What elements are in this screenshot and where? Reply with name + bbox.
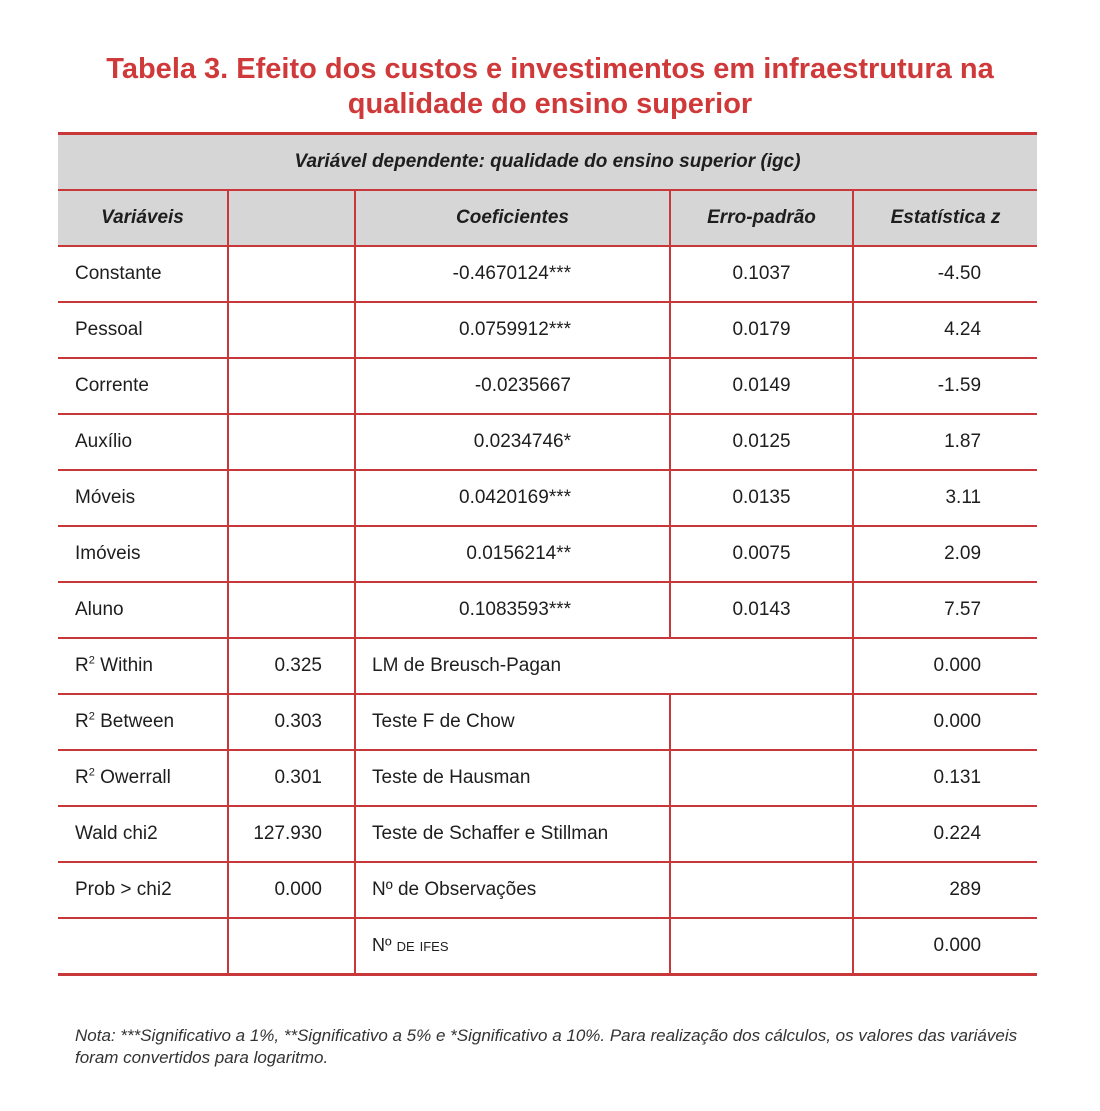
table-row bbox=[58, 302, 1037, 358]
stats-row bbox=[58, 638, 1037, 694]
standard-error: 0.0149 bbox=[670, 358, 853, 414]
results-table bbox=[58, 132, 1037, 976]
dependent-variable-label: Variável dependente: qualidade do ensino superior (igc) bbox=[58, 134, 1037, 191]
stat-value bbox=[228, 918, 355, 975]
test-label: LM de Breusch-Pagan bbox=[355, 638, 853, 694]
variable-name: Aluno bbox=[58, 582, 228, 638]
coefficient: -0.4670124*** bbox=[355, 246, 670, 302]
stats-row bbox=[58, 806, 1037, 862]
test-value: 0.000 bbox=[853, 638, 1037, 694]
stat-label: $R^2$ Owerrall bbox=[58, 750, 228, 806]
stats-row bbox=[58, 694, 1037, 750]
variable-name: Pessoal bbox=[58, 302, 228, 358]
blank-cell bbox=[228, 582, 355, 638]
test-value: 0.000 bbox=[853, 918, 1037, 975]
test-label: Teste de Hausman bbox=[355, 750, 670, 806]
header-variaveis: Variáveis bbox=[58, 190, 228, 246]
stat-value: 0.000 bbox=[228, 862, 355, 918]
blank-cell bbox=[228, 414, 355, 470]
z-statistic: 2.09 bbox=[853, 526, 1037, 582]
test-label: Nº de ifes bbox=[355, 918, 670, 975]
title-line-2: qualidade do ensino superior bbox=[347, 88, 753, 120]
variable-name: Constante bbox=[58, 246, 228, 302]
stat-label: $R^2$ Within bbox=[58, 638, 228, 694]
stat-value: 0.301 bbox=[228, 750, 355, 806]
table-title bbox=[0, 52, 1100, 122]
coefficient: 0.0759912*** bbox=[355, 302, 670, 358]
table-row bbox=[58, 358, 1037, 414]
header-erro-padrao: Erro-padrão bbox=[670, 190, 853, 246]
blank-cell bbox=[228, 526, 355, 582]
standard-error: 0.0143 bbox=[670, 582, 853, 638]
variable-name: Corrente bbox=[58, 358, 228, 414]
table-row bbox=[58, 582, 1037, 638]
z-statistic: -1.59 bbox=[853, 358, 1037, 414]
header-estatistica-z: Estatística z bbox=[853, 190, 1037, 246]
standard-error: 0.1037 bbox=[670, 246, 853, 302]
stat-label: Prob > chi2 bbox=[58, 862, 228, 918]
stats-row bbox=[58, 918, 1037, 975]
title-line-1: Tabela 3. Efeito dos custos e investimentos em infraestrutura na bbox=[106, 53, 994, 85]
stat-value: 0.303 bbox=[228, 694, 355, 750]
standard-error: 0.0135 bbox=[670, 470, 853, 526]
z-statistic: 7.57 bbox=[853, 582, 1037, 638]
stat-value: 0.325 bbox=[228, 638, 355, 694]
blank-cell bbox=[670, 862, 853, 918]
blank-cell bbox=[670, 750, 853, 806]
stat-label bbox=[58, 918, 228, 975]
coefficient: 0.0156214** bbox=[355, 526, 670, 582]
coefficient: 0.0420169*** bbox=[355, 470, 670, 526]
coefficient: 0.0234746* bbox=[355, 414, 670, 470]
standard-error: 0.0075 bbox=[670, 526, 853, 582]
test-label: Teste de Schaffer e Stillman bbox=[355, 806, 670, 862]
table-row bbox=[58, 414, 1037, 470]
coefficient: 0.1083593*** bbox=[355, 582, 670, 638]
variable-name: Móveis bbox=[58, 470, 228, 526]
blank-cell bbox=[228, 470, 355, 526]
blank-cell bbox=[228, 246, 355, 302]
z-statistic: 3.11 bbox=[853, 470, 1037, 526]
test-value: 0.000 bbox=[853, 694, 1037, 750]
table-row bbox=[58, 246, 1037, 302]
coefficient: -0.0235667 bbox=[355, 358, 670, 414]
dependent-variable-row bbox=[58, 134, 1037, 191]
test-label: Nº de Observações bbox=[355, 862, 670, 918]
test-value: 0.131 bbox=[853, 750, 1037, 806]
test-value: 0.224 bbox=[853, 806, 1037, 862]
stats-row bbox=[58, 862, 1037, 918]
header-coeficientes: Coeficientes bbox=[355, 190, 670, 246]
standard-error: 0.0179 bbox=[670, 302, 853, 358]
stat-value: 127.930 bbox=[228, 806, 355, 862]
z-statistic: -4.50 bbox=[853, 246, 1037, 302]
blank-cell bbox=[670, 918, 853, 975]
blank-cell bbox=[228, 358, 355, 414]
blank-cell bbox=[670, 806, 853, 862]
z-statistic: 1.87 bbox=[853, 414, 1037, 470]
test-value: 289 bbox=[853, 862, 1037, 918]
variable-name: Auxílio bbox=[58, 414, 228, 470]
stat-label: Wald chi2 bbox=[58, 806, 228, 862]
table-note: Nota: ***Significativo a 1%, **Significativo a 5% e *Significativo a 10%. Para realização dos cálculos, os valores das variáveis foram convertidos para logaritmo. bbox=[75, 1026, 1018, 1067]
test-label: Teste F de Chow bbox=[355, 694, 670, 750]
blank-cell bbox=[670, 694, 853, 750]
variable-name: Imóveis bbox=[58, 526, 228, 582]
blank-cell bbox=[228, 302, 355, 358]
header-row bbox=[58, 190, 1037, 246]
table-row bbox=[58, 470, 1037, 526]
stats-row bbox=[58, 750, 1037, 806]
z-statistic: 4.24 bbox=[853, 302, 1037, 358]
table-row bbox=[58, 526, 1037, 582]
header-blank bbox=[228, 190, 355, 246]
stat-label: $R^2$ Between bbox=[58, 694, 228, 750]
standard-error: 0.0125 bbox=[670, 414, 853, 470]
